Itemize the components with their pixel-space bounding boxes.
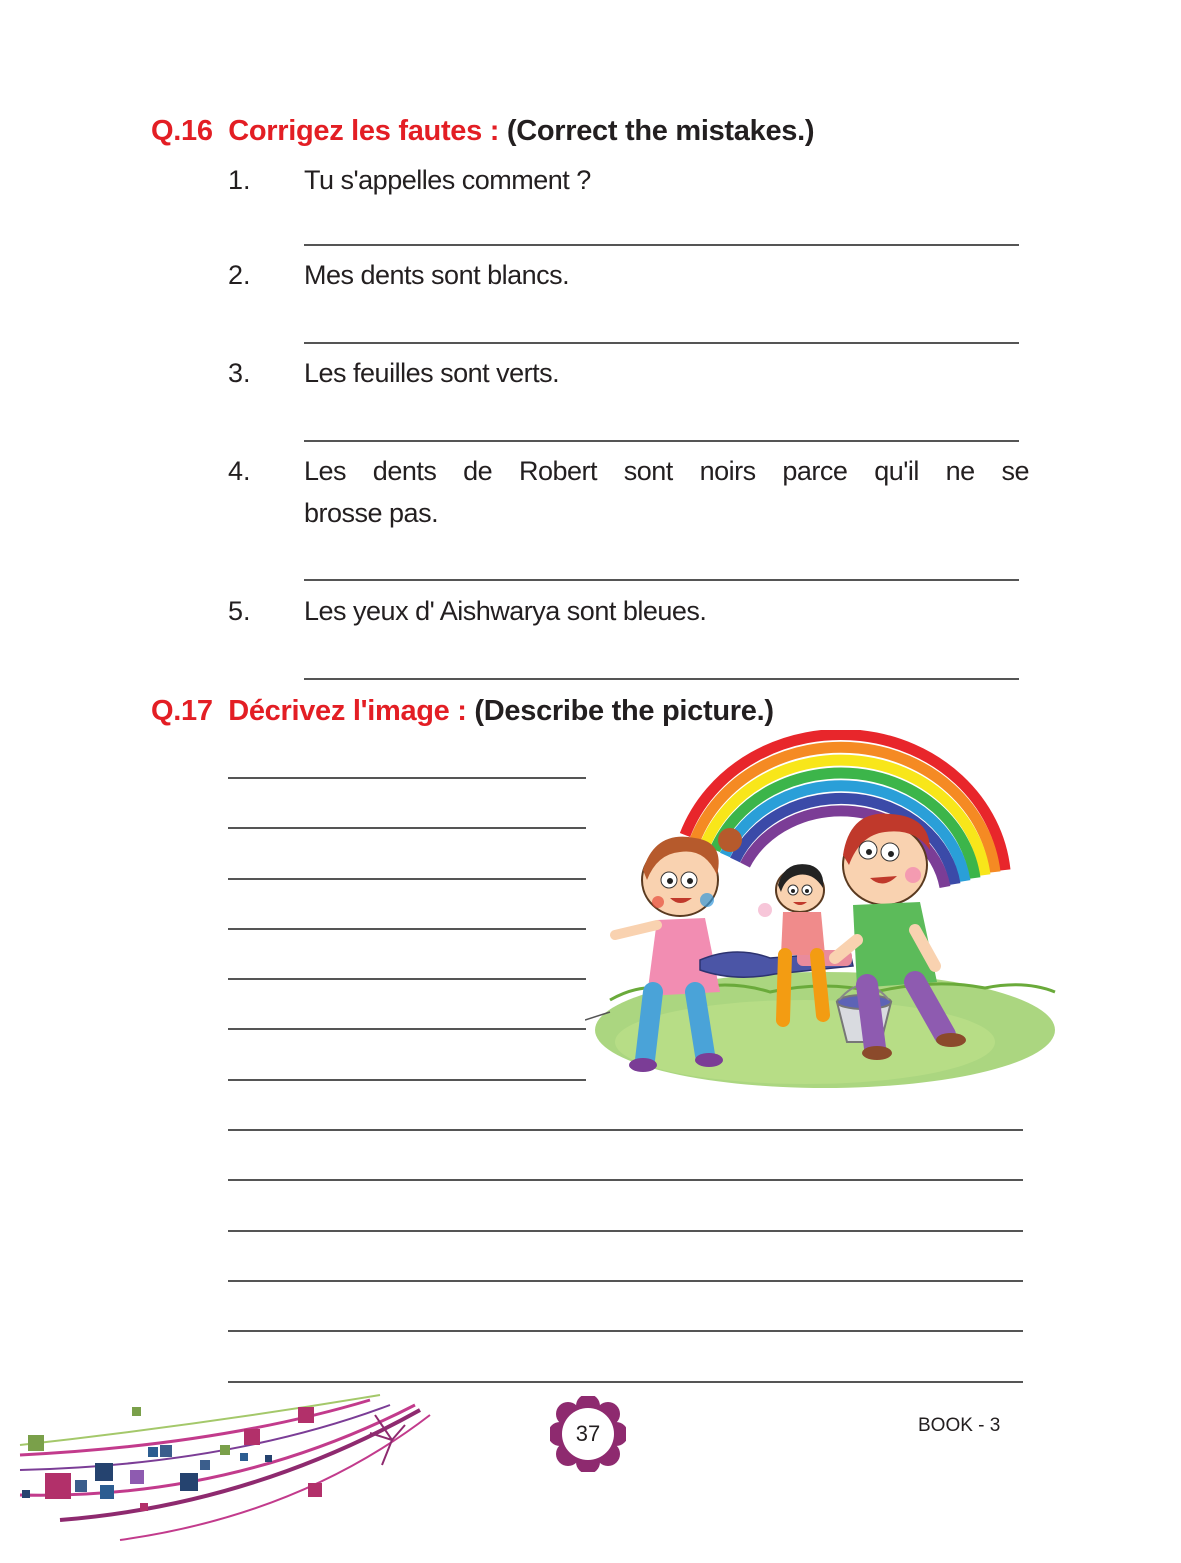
answer-line[interactable] [304,244,1019,246]
q16-title-en: (Correct the mistakes.) [506,115,815,147]
q17-title-en: (Describe the picture.) [474,695,774,727]
item-number: 1. [228,165,251,195]
q16-heading [151,115,814,148]
writing-line[interactable] [228,1179,1023,1181]
item-sentence: Mes dents sont blancs. [304,260,570,290]
item-number: 3. [228,358,251,388]
writing-line[interactable] [228,1129,1023,1131]
writing-line[interactable] [228,878,586,880]
writing-line[interactable] [228,978,586,980]
item-number: 5. [228,596,251,626]
writing-line[interactable] [228,1381,1023,1383]
writing-line[interactable] [228,1230,1023,1232]
q16-number: Q.16 [151,115,213,147]
writing-line[interactable] [228,1280,1023,1282]
answer-line[interactable] [304,678,1019,680]
q17-heading [151,695,774,728]
item-sentence-line-1: Les dents de Robert sont noirs parce qu'il ne se [304,456,1029,486]
item-number: 4. [228,456,251,486]
page-number: 37 [575,1421,601,1446]
writing-line[interactable] [228,1079,586,1081]
holi-kids-illustration [585,730,1065,1095]
writing-line[interactable] [228,1330,1023,1332]
item-sentence: Tu s'appelles comment ? [304,165,591,195]
q17-title-fr: Décrivez l'image : [228,695,467,727]
answer-line[interactable] [304,579,1019,581]
item-number: 2. [228,260,251,290]
writing-line[interactable] [228,1028,586,1030]
writing-line[interactable] [228,827,586,829]
item-sentence-line-2: brosse pas. [304,498,439,528]
item-sentence: Les yeux d' Aishwarya sont bleues. [304,596,707,626]
answer-line[interactable] [304,342,1019,344]
q17-number: Q.17 [151,695,213,727]
writing-line[interactable] [228,928,586,930]
writing-line[interactable] [228,777,586,779]
q16-title-fr: Corrigez les fautes : [228,115,500,147]
footer-ribbon-decoration [0,1385,440,1550]
book-label: BOOK - 3 [918,1415,1001,1436]
answer-line[interactable] [304,440,1019,442]
item-sentence: Les feuilles sont verts. [304,358,560,388]
